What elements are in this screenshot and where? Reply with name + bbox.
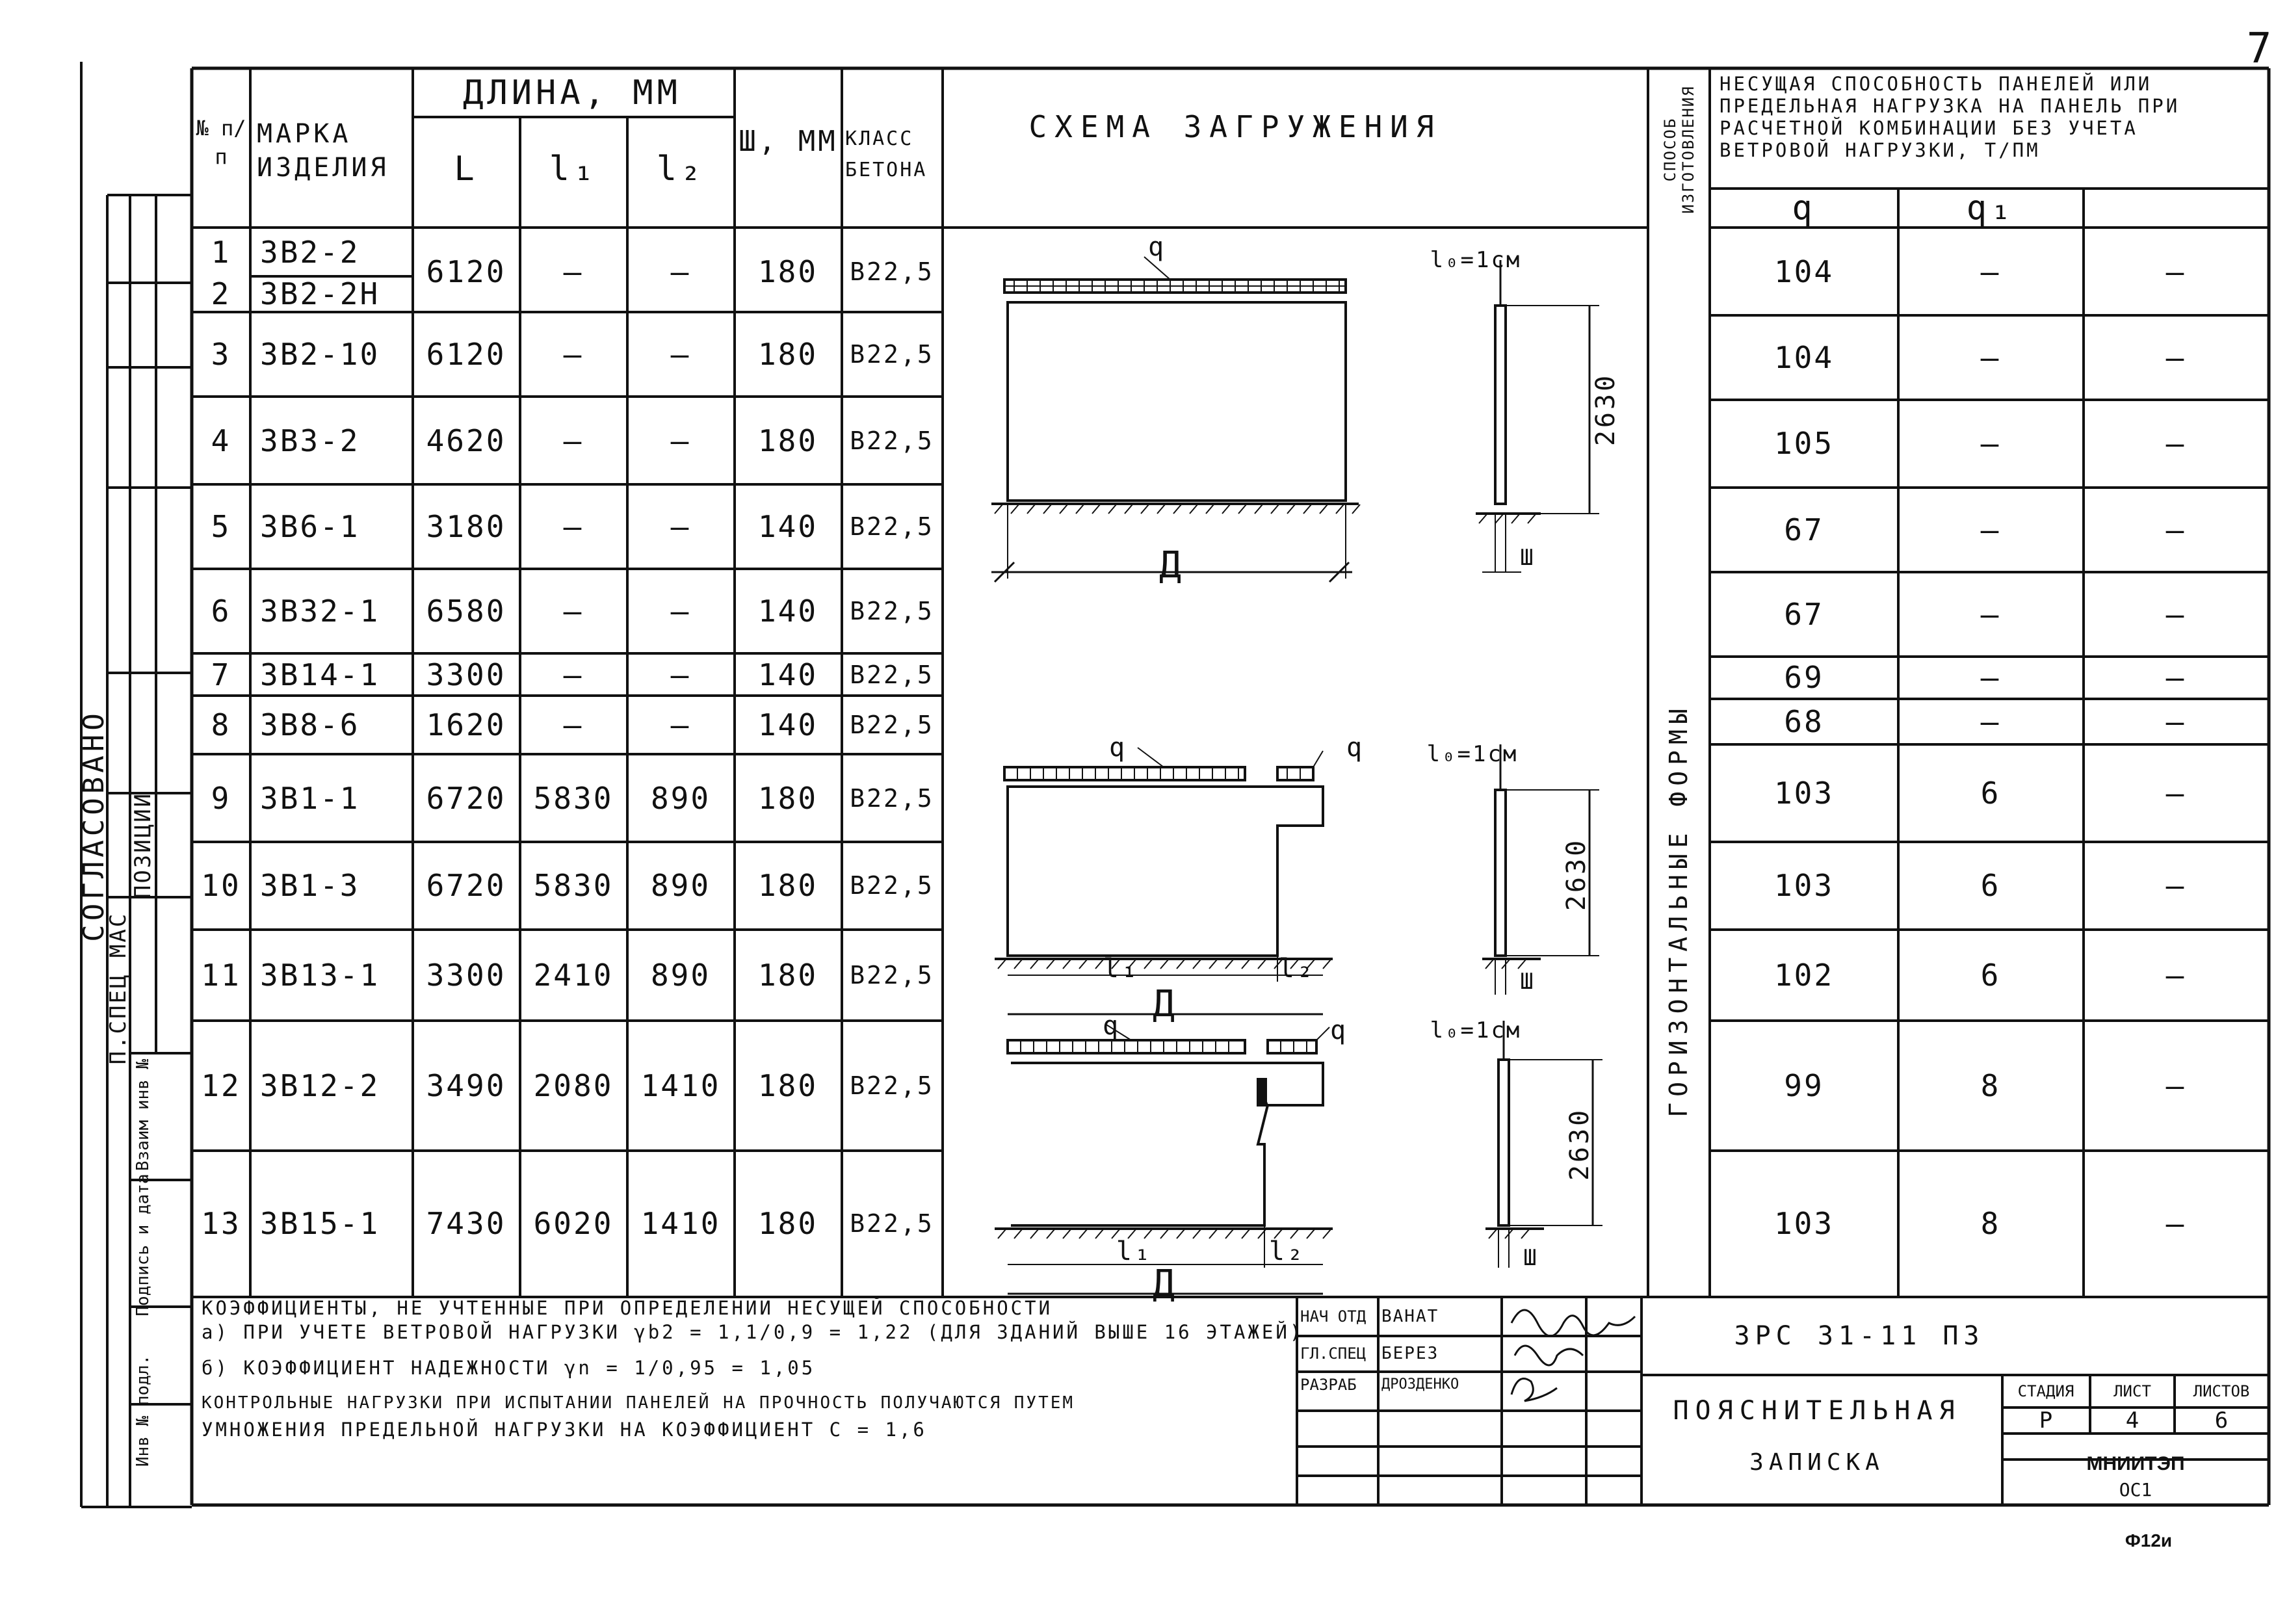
row-13-cls: В22,5 — [850, 1209, 934, 1238]
row-11-l1: 2410 — [533, 958, 614, 993]
row-7-q1: — — [1980, 660, 2001, 695]
sign-role-2: ГЛ.СПЕЦ — [1300, 1344, 1367, 1363]
row-2-n: 2 — [211, 276, 231, 311]
stamp-stage-header: СТАДИЯ — [2017, 1382, 2074, 1400]
row-10-l1: 5830 — [533, 868, 614, 903]
row-1-n: 1 — [211, 235, 231, 270]
row-4-w: 180 — [757, 423, 818, 458]
row-10-q: 103 — [1773, 868, 1835, 903]
row-5-L: 3180 — [426, 509, 506, 544]
row-4-l1: — — [563, 423, 584, 458]
note-line-5: УМНОЖЕНИЯ ПРЕДЕЛЬНОЙ НАГРУЗКИ НА КОЭФФИЦИЕНТ С = 1,6 — [202, 1419, 927, 1441]
row-1-q2: — — [2165, 254, 2186, 289]
row-8-q1: — — [1980, 704, 2001, 739]
form-code: Ф12и — [2125, 1530, 2173, 1551]
row-12-q1: 8 — [1980, 1068, 2001, 1103]
row-10-l2: 890 — [650, 868, 711, 903]
row-6-w: 140 — [757, 594, 818, 629]
row-8-q: 68 — [1784, 704, 1824, 739]
page-number: 7 — [2246, 25, 2272, 73]
row-3-q: 104 — [1773, 340, 1835, 375]
row-11-mark: 3В13-1 — [260, 958, 380, 993]
row-10-cls: В22,5 — [850, 871, 934, 900]
scheme3-l0-label: l₀=1см — [1430, 1017, 1522, 1043]
row-12-q: 99 — [1784, 1068, 1824, 1103]
row-7-l1: — — [563, 657, 584, 692]
row-6-cls: В22,5 — [850, 597, 934, 625]
scheme3-l2-label: l₂ — [1268, 1237, 1306, 1266]
row-10-q1: 6 — [1980, 868, 2001, 903]
scheme3-L-label: Д — [1153, 1263, 1175, 1305]
row-12-l2: 1410 — [640, 1068, 721, 1103]
sign-name-3: ДРОЗДЕНКО — [1381, 1376, 1459, 1393]
note-line-4: КОНТРОЛЬНЫЕ НАГРУЗКИ ПРИ ИСПЫТАНИИ ПАНЕЛЕЙ НА ПРОЧНОСТЬ ПОЛУЧАЮТСЯ ПУТЕМ — [202, 1393, 1075, 1413]
row-7-q: 69 — [1784, 660, 1824, 695]
row-13-q2: — — [2165, 1206, 2186, 1241]
row-9-l2: 890 — [650, 781, 711, 816]
header-l2: l₂ — [656, 150, 705, 189]
sign-role-3: РАЗРАБ — [1300, 1376, 1357, 1394]
row-6-q1: — — [1980, 597, 2001, 632]
row-6-l1: — — [563, 594, 584, 629]
row-1-cls: В22,5 — [850, 257, 934, 286]
row-13-n: 13 — [201, 1206, 241, 1241]
row-7-l2: — — [670, 657, 691, 692]
row-9-q2: — — [2165, 776, 2186, 811]
header-scheme: СХЕМА ЗАГРУЖЕНИЯ — [1028, 109, 1442, 144]
swap-inv-label: Взаим инв № — [133, 1058, 153, 1172]
header-width: Ш, ММ — [739, 125, 838, 158]
scheme1-w-label: Ш — [1520, 545, 1536, 571]
row-11-q: 102 — [1773, 958, 1835, 993]
stamp-sheet: 4 — [2125, 1408, 2139, 1434]
row-13-l2: 1410 — [640, 1206, 721, 1241]
row-11-q1: 6 — [1980, 958, 2001, 993]
row-8-n: 8 — [211, 707, 231, 742]
stamp-org-2: ОС1 — [2119, 1479, 2152, 1500]
row-1-l1: — — [563, 254, 584, 289]
row-7-q2: — — [2165, 660, 2186, 695]
row-7-mark: 3В14-1 — [260, 657, 380, 692]
row-6-n: 6 — [211, 594, 231, 629]
row-8-cls: В22,5 — [850, 711, 934, 739]
row-2-mark: 3В2-2Н — [260, 276, 380, 311]
sign-name-1: ВАНАТ — [1381, 1307, 1439, 1326]
header-capacity: НЕСУЩАЯ СПОСОБНОСТЬ ПАНЕЛЕЙ ИЛИ ПРЕДЕЛЬНАЯ НАГРУЗКА НА ПАНЕЛЬ ПРИ РАСЧЕТНОЙ КОМБИНАЦИИ БЕЗ УЧЕТА ВЕТРОВОЙ НАГРУЗКИ, Т/ПМ — [1720, 73, 2180, 161]
stamp-sheet-header: ЛИСТ — [2113, 1382, 2151, 1400]
sign-name-2: БЕРЕЗ — [1381, 1344, 1439, 1363]
scheme2-w-label: Ш — [1520, 969, 1536, 995]
row-8-mark: 3В8-6 — [260, 707, 360, 742]
row-12-L: 3490 — [426, 1068, 506, 1103]
row-8-q2: — — [2165, 704, 2186, 739]
row-12-q2: — — [2165, 1068, 2186, 1103]
row-9-q1: 6 — [1980, 776, 2001, 811]
row-5-l2: — — [670, 509, 691, 544]
header-length: ДЛИНА, ММ — [463, 73, 681, 112]
row-5-n: 5 — [211, 509, 231, 544]
row-3-w: 180 — [757, 337, 818, 372]
department-label: П.СПЕЦ МАС — [105, 911, 131, 1065]
row-3-cls: В22,5 — [850, 340, 934, 369]
row-6-q2: — — [2165, 597, 2186, 632]
scheme1-height-label: 2630 — [1591, 373, 1621, 447]
row-6-mark: 3В32-1 — [260, 594, 380, 629]
header-L: L — [454, 150, 478, 189]
stamp-sheets-header: ЛИСТОВ — [2193, 1382, 2250, 1400]
scheme1-L-label: Д — [1159, 544, 1181, 586]
header-num: № п/п — [196, 116, 246, 169]
row-3-l2: — — [670, 337, 691, 372]
stamp-code: ЗРС 31-11 ПЗ — [1734, 1321, 1985, 1351]
row-5-q1: — — [1980, 512, 2001, 547]
row-9-mark: 3В1-1 — [260, 781, 360, 816]
row-12-l1: 2080 — [533, 1068, 614, 1103]
stamp-sheets: 6 — [2214, 1408, 2229, 1434]
inv-orig-label: Инв № подл. — [133, 1354, 153, 1467]
row-8-l2: — — [670, 707, 691, 742]
row-9-cls: В22,5 — [850, 784, 934, 813]
stamp-stage: Р — [2039, 1408, 2053, 1434]
row-1-q1: — — [1980, 254, 2001, 289]
row-11-L: 3300 — [426, 958, 506, 993]
header-q1: q₁ — [1966, 189, 2015, 228]
scheme2-q-label: q — [1108, 733, 1128, 763]
scheme3-w-label: Ш — [1523, 1245, 1539, 1271]
row-10-mark: 3В1-3 — [260, 868, 360, 903]
row-4-q1: — — [1980, 426, 2001, 461]
row-8-l1: — — [563, 707, 584, 742]
scheme3-q-label: q — [1102, 1011, 1121, 1041]
header-method: СПОСОБ ИЗГОТОВЛЕНИЯ — [1661, 85, 1697, 214]
row-11-w: 180 — [757, 958, 818, 993]
row-13-q: 103 — [1773, 1206, 1835, 1241]
row-10-w: 180 — [757, 868, 818, 903]
scheme2-q-right-label: q — [1346, 733, 1365, 763]
row-11-n: 11 — [201, 958, 241, 993]
row-13-L: 7430 — [426, 1206, 506, 1241]
row-4-q2: — — [2165, 426, 2186, 461]
row-13-l1: 6020 — [533, 1206, 614, 1241]
row-12-w: 180 — [757, 1068, 818, 1103]
row-5-cls: В22,5 — [850, 512, 934, 541]
row-7-L: 3300 — [426, 657, 506, 692]
scheme1-q-label: q — [1147, 232, 1167, 262]
row-1-w: 180 — [757, 254, 818, 289]
row-3-n: 3 — [211, 337, 231, 372]
scheme1-l0-label: l₀=1см — [1430, 247, 1522, 273]
header-q: q — [1792, 189, 1816, 228]
stamp-title-2: ЗАПИСКА — [1749, 1449, 1885, 1476]
row-3-q2: — — [2165, 340, 2186, 375]
row-10-n: 10 — [201, 868, 241, 903]
row-1-q: 104 — [1773, 254, 1835, 289]
row-5-w: 140 — [757, 509, 818, 544]
row-11-l2: 890 — [650, 958, 711, 993]
scheme2-L-label: Д — [1153, 983, 1175, 1025]
row-6-L: 6580 — [426, 594, 506, 629]
row-1-l2: — — [670, 254, 691, 289]
row-10-q2: — — [2165, 868, 2186, 903]
scheme2-l2-label: l₂ — [1278, 954, 1316, 984]
row-4-l2: — — [670, 423, 691, 458]
row-5-mark: 3В6-1 — [260, 509, 360, 544]
row-12-mark: 3В12-2 — [260, 1068, 380, 1103]
row-5-q: 67 — [1784, 512, 1824, 547]
row-7-w: 140 — [757, 657, 818, 692]
row-6-l2: — — [670, 594, 691, 629]
row-3-mark: 3В2-10 — [260, 337, 380, 372]
scheme2-height-label: 2630 — [1562, 837, 1591, 911]
row-1-mark: 3В2-2 — [260, 235, 360, 270]
row-9-w: 180 — [757, 781, 818, 816]
sign-role-1: НАЧ ОТД — [1300, 1307, 1367, 1326]
row-7-cls: В22,5 — [850, 661, 934, 689]
row-12-cls: В22,5 — [850, 1071, 934, 1100]
row-4-q: 105 — [1773, 426, 1835, 461]
row-5-l1: — — [563, 509, 584, 544]
row-12-n: 12 — [201, 1068, 241, 1103]
scheme3-l1-label: l₁ — [1116, 1237, 1153, 1266]
row-7-n: 7 — [211, 657, 231, 692]
note-line-2: а) ПРИ УЧЕТЕ ВЕТРОВОЙ НАГРУЗКИ γb2 = 1,1/0,9 = 1,22 (ДЛЯ ЗДАНИЙ ВЫШЕ 16 ЭТАЖЕЙ) — [202, 1321, 1304, 1343]
row-6-q: 67 — [1784, 597, 1824, 632]
row-5-q2: — — [2165, 512, 2186, 547]
stamp-title-1: ПОЯСНИТЕЛЬНАЯ — [1673, 1396, 1961, 1426]
row-4-cls: В22,5 — [850, 426, 934, 455]
row-11-cls: В22,5 — [850, 961, 934, 989]
note-line-3: б) КОЭФФИЦИЕНТ НАДЕЖНОСТИ γn = 1/0,95 = 1,05 — [202, 1357, 816, 1379]
header-concrete: КЛАСС БЕТОНА — [845, 127, 928, 181]
row-1-L: 6120 — [426, 254, 506, 289]
scheme2-l1-label: l₁ — [1103, 954, 1140, 984]
row-9-L: 6720 — [426, 781, 506, 816]
row-13-mark: 3В15-1 — [260, 1206, 380, 1241]
row-10-L: 6720 — [426, 868, 506, 903]
method-value: ГОРИЗОНТАЛЬНЫЕ ФОРМЫ — [1664, 703, 1693, 1118]
row-4-n: 4 — [211, 423, 231, 458]
positions-label: ПОЗИЦИИ — [130, 791, 156, 899]
row-9-q: 103 — [1773, 776, 1835, 811]
row-4-L: 4620 — [426, 423, 506, 458]
header-mark: МАРКА ИЗДЕЛИЯ — [257, 119, 389, 183]
approved-label: СОГЛАСОВАНО — [77, 709, 111, 942]
header-method-cell — [1650, 72, 1708, 228]
row-9-n: 9 — [211, 781, 231, 816]
row-4-mark: 3В3-2 — [260, 423, 360, 458]
row-9-l1: 5830 — [533, 781, 614, 816]
note-line-1: КОЭФФИЦИЕНТЫ, НЕ УЧТЕННЫЕ ПРИ ОПРЕДЕЛЕНИИ НЕСУЩЕЙ СПОСОБНОСТИ — [202, 1297, 1053, 1319]
row-8-w: 140 — [757, 707, 818, 742]
row-8-L: 1620 — [426, 707, 506, 742]
header-l1: l₁ — [549, 150, 598, 189]
row-13-w: 180 — [757, 1206, 818, 1241]
scheme2-l0-label: l₀=1см — [1426, 741, 1519, 767]
stamp-org: МНИИТЭП — [2086, 1453, 2185, 1474]
scheme-1-drawing — [991, 257, 1599, 586]
row-11-q2: — — [2165, 958, 2186, 993]
row-13-q1: 8 — [1980, 1206, 2001, 1241]
scheme3-height-label: 2630 — [1565, 1107, 1595, 1181]
row-3-L: 6120 — [426, 337, 506, 372]
row-3-q1: — — [1980, 340, 2001, 375]
scheme3-q-right-label: q — [1329, 1015, 1349, 1045]
row-3-l1: — — [563, 337, 584, 372]
sign-date-label: Подпись и дата — [133, 1173, 153, 1316]
